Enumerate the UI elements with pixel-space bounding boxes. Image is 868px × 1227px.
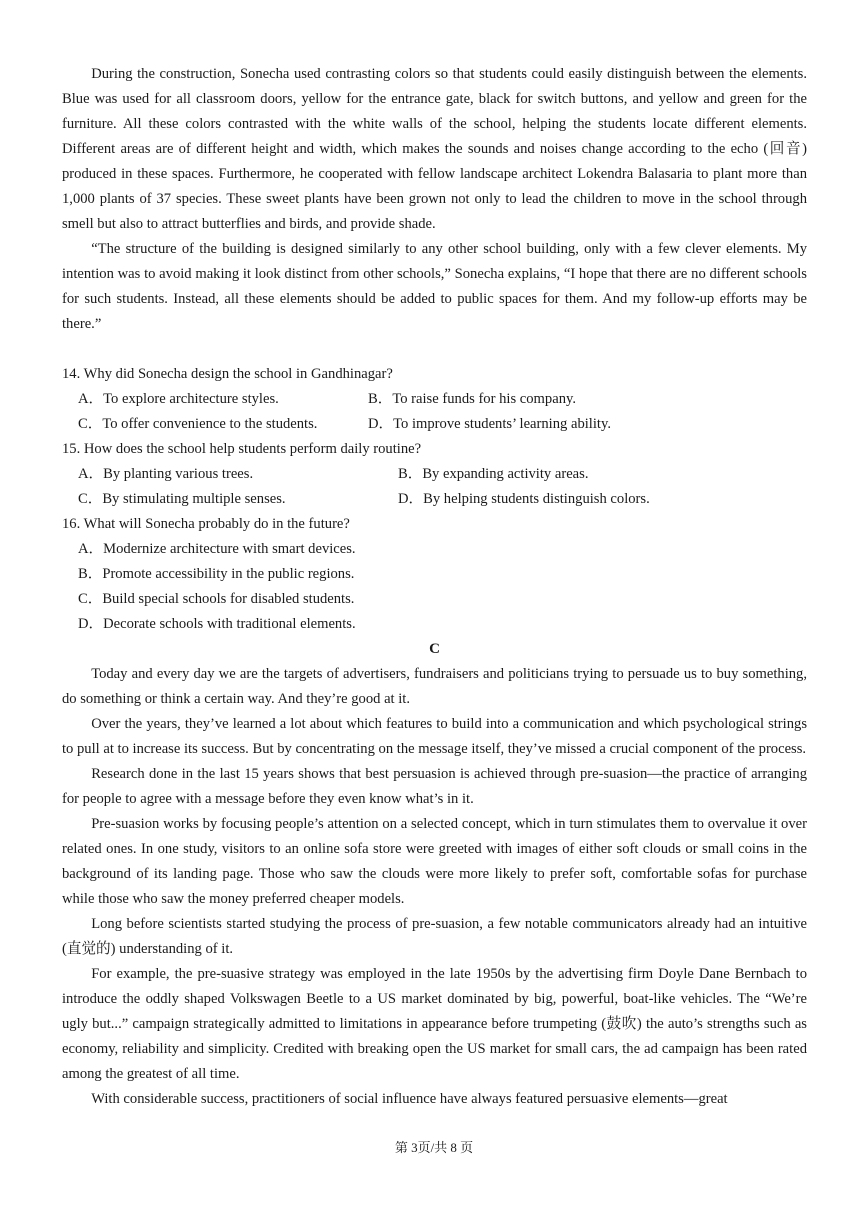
option-b: B．To raise funds for his company. <box>368 391 576 407</box>
option-b: B．By expanding activity areas. <box>398 466 589 482</box>
paragraph: Research done in the last 15 years shows that best persuasion is achieved through pre-suasion—the practice of arranging for people to agree with a message before they even know what’s in it. <box>62 766 807 807</box>
question-16-stem: 16. What will Sonecha probably do in the future? <box>62 516 350 532</box>
option-c: C．By stimulating multiple senses. <box>78 491 286 507</box>
paragraph: During the construction, Sonecha used contrasting colors so that students could easily distinguish between the elements. Blue was used for all classroom doors, yellow for the entrance gate, black for switch buttons, and yellow and green for the furniture. All these colors contrasted with the white walls of the school, helping the students locate different elements. Different areas are of different height and width, which makes the sounds and noises change according to the echo (回音) produced in these spaces. Furthermore, he cooperated with fellow landscape architect Lokendra Balasaria to plant more than 1,000 plants of 37 species. These sweet plants have been grown not only to lead the children to move in the school through smell but also to attract butterflies and birds, and provide shade. <box>62 66 807 232</box>
option-a: A．Modernize architecture with smart devices. <box>78 541 356 557</box>
question-15-stem: 15. How does the school help students perform daily routine? <box>62 441 422 457</box>
paragraph: Pre-suasion works by focusing people’s attention on a selected concept, which in turn stimulates them to overvalue it over related ones. In one study, visitors to an online sofa store were greeted with images of either soft clouds or small coins in the background of its landing page. Those who saw the clouds were more likely to prefer soft, comfortable sofas for purchase while those who saw the money preferred cheaper models. <box>62 816 807 907</box>
paragraph: Today and every day we are the targets of advertisers, fundraisers and politicians trying to persuade us to buy something, do something or think a certain way. And they’re good at it. <box>62 666 807 707</box>
option-a: A．By planting various trees. <box>78 466 254 482</box>
paragraph: For example, the pre-suasive strategy was employed in the late 1950s by the advertising firm Doyle Dane Bernbach to introduce the oddly shaped Volkswagen Beetle to a US market dominated by big, powerful, boat-like vehicles. The “We’re ugly but...” campaign strategically admitted to limitations in appearance before trumpeting (鼓吹) the auto’s strengths such as economy, reliability and simplicity. Credited with breaking open the US market for small cars, the ad campaign has been rated among the greatest of all time. <box>62 966 807 1082</box>
question-14-stem: 14. Why did Sonecha design the school in Gandhinagar? <box>62 366 393 382</box>
paragraph: “The structure of the building is designed similarly to any other school building, only with a few clever elements. My intention was to avoid making it look distinct from other schools,” Sonecha explains, “I hope that there are no different schools for such students. Instead, all these elements should be added to public spaces for them. And my follow-up efforts may be there.” <box>62 241 807 332</box>
option-b: B．Promote accessibility in the public regions. <box>78 566 355 582</box>
section-title: C <box>429 641 440 657</box>
option-c: C．Build special schools for disabled students. <box>78 591 355 607</box>
page-number: 第 3页/共 8 页 <box>394 1140 474 1155</box>
paragraph: Long before scientists started studying the process of pre-suasion, a few notable communicators already had an intuitive (直觉的) understanding of it. <box>62 916 807 957</box>
question-14-options-row-1 <box>62 387 807 412</box>
option-d: D．Decorate schools with traditional elements. <box>78 616 356 632</box>
question-14-options-row-2 <box>62 412 807 437</box>
option-a: A．To explore architecture styles. <box>78 391 279 407</box>
question-15-options-row-2 <box>62 487 807 512</box>
question-15-options-row-1 <box>62 462 807 487</box>
option-d: D．To improve students’ learning ability. <box>368 416 611 432</box>
paragraph: With considerable success, practitioners of social influence have always featured persuasive elements—great <box>91 1091 728 1107</box>
option-c: C．To offer convenience to the students. <box>78 416 318 432</box>
exam-page <box>62 62 807 1112</box>
paragraph: Over the years, they’ve learned a lot about which features to build into a communication and which psychological strings to pull at to increase its success. But by concentrating on the message itself, they’ve missed a crucial component of the process. <box>62 716 807 757</box>
option-d: D．By helping students distinguish colors. <box>398 491 650 507</box>
